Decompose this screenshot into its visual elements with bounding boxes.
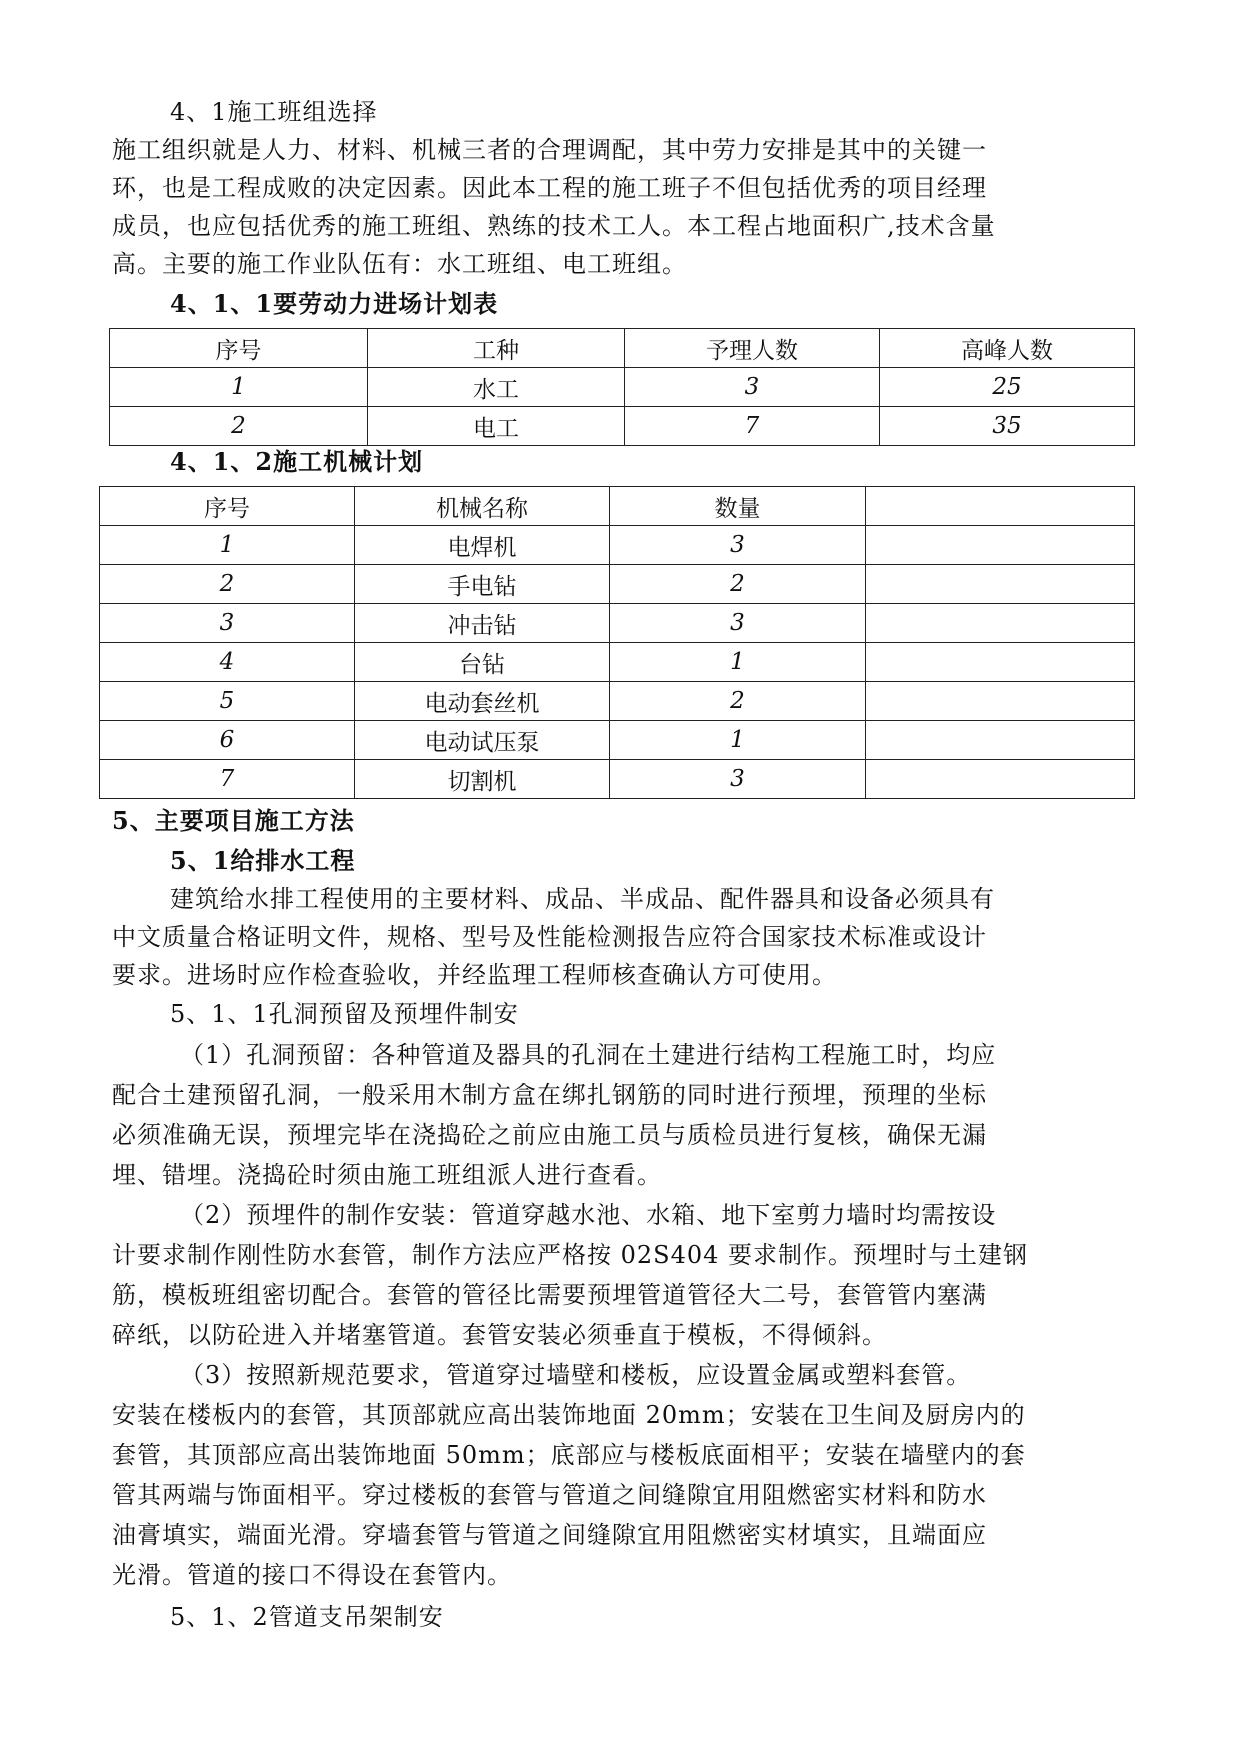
table-header-row [100,487,1135,526]
table-cell: 2 [100,565,355,604]
table-cell: 切割机 [355,760,610,799]
table-cell: 手电钻 [355,565,610,604]
table-cell [866,604,1135,643]
paragraph-line: 光滑。管道的接口不得设在套管内。 [112,1561,512,1589]
paragraph-line: 环，也是工程成败的决定因素。因此本工程的施工班子不但包括优秀的项目经理 [112,174,987,202]
table-cell: 3 [610,604,866,643]
table-cell [866,682,1135,721]
table-cell: 台钻 [355,643,610,682]
table-cell [866,643,1135,682]
labor-table-heading: 4、1、1要劳动力进场计划表 [170,289,499,318]
table-cell: 7 [625,407,880,446]
paragraph-line: 筋，模板班组密切配合。套管的管径比需要预埋管道管径大二号，套管管内塞满 [112,1281,987,1309]
table-cell: 水工 [368,368,625,407]
table-cell: 电焊机 [355,526,610,565]
header-cell: 工种 [368,329,625,368]
table-cell: 冲击钻 [355,604,610,643]
table-cell: 35 [880,407,1135,446]
table-row [100,721,1135,760]
table-row [110,368,1135,407]
paragraph-line: 要求。进场时应作检查验收，并经监理工程师核查确认方可使用。 [112,961,837,989]
header-cell: 机械名称 [355,487,610,526]
table-cell: 5 [100,682,355,721]
table-row [110,407,1135,446]
machine-table-heading: 4、1、2施工机械计划 [170,447,424,476]
table-row [100,682,1135,721]
section-heading-4-1: 4、1施工班组选择 [170,98,378,126]
table-cell: 2 [110,407,368,446]
paragraph-line: 中文质量合格证明文件，规格、型号及性能检测报告应符合国家技术标准或设计 [112,923,987,951]
table-cell: 3 [610,526,866,565]
table-cell: 3 [100,604,355,643]
table-cell: 电动套丝机 [355,682,610,721]
paragraph-line: 埋、错埋。浇捣砼时须由施工班组派人进行查看。 [112,1161,662,1189]
header-cell: 数量 [610,487,866,526]
paragraph-line: 必须准确无误，预埋完毕在浇捣砼之前应由施工员与质检员进行复核，确保无漏 [112,1121,987,1149]
paragraph-line: 管其两端与饰面相平。穿过楼板的套管与管道之间缝隙宜用阻燃密实材料和防水 [112,1481,987,1509]
header-cell: 予理人数 [625,329,880,368]
table-cell: 3 [625,368,880,407]
table-cell: 1 [610,721,866,760]
table-row [100,643,1135,682]
table-cell [866,526,1135,565]
table-cell: 25 [880,368,1135,407]
section-heading-5: 5、主要项目施工方法 [112,806,355,835]
table-row [100,526,1135,565]
table-cell [866,721,1135,760]
paragraph-line: 套管，其顶部应高出装饰地面 50mm；底部应与楼板底面相平；安装在墙壁内的套 [112,1441,1026,1469]
paragraph-line: 安装在楼板内的套管，其顶部就应高出装饰地面 20mm；安装在卫生间及厨房内的 [112,1401,1026,1429]
paragraph-line: （3）按照新规范要求，管道穿过墙壁和楼板，应设置金属或塑料套管。 [180,1361,972,1389]
table-cell: 4 [100,643,355,682]
labor-plan-table [109,328,1135,446]
section-heading-5-1-2: 5、1、2管道支吊架制安 [170,1603,444,1631]
paragraph-line: 配合土建预留孔洞，一般采用木制方盒在绑扎钢筋的同时进行预埋，预理的坐标 [112,1081,987,1109]
table-cell [866,565,1135,604]
section-heading-5-1: 5、1给排水工程 [170,846,356,875]
table-cell: 电工 [368,407,625,446]
paragraph-line: 建筑给水排工程使用的主要材料、成品、半成品、配件器具和设备必须具有 [170,885,995,913]
table-cell [866,760,1135,799]
machine-plan-table [99,486,1135,799]
paragraph-line: （1）孔洞预留：各种管道及器具的孔洞在土建进行结构工程施工时，均应 [180,1041,997,1069]
header-cell: 高峰人数 [880,329,1135,368]
paragraph-line: 成员，也应包括优秀的施工班组、熟练的技术工人。本工程占地面积广,技术含量 [112,212,996,240]
paragraph-line: 油膏填实，端面光滑。穿墙套管与管道之间缝隙宜用阻燃密实材填实，且端面应 [112,1521,987,1549]
table-row [100,760,1135,799]
header-cell [866,487,1135,526]
paragraph-line: 计要求制作刚性防水套管，制作方法应严格按 02S404 要求制作。预埋时与土建钢 [112,1241,1029,1269]
table-cell: 电动试压泵 [355,721,610,760]
table-header-row [110,329,1135,368]
table-row [100,565,1135,604]
table-cell: 1 [110,368,368,407]
paragraph-line: 碎纸，以防砼进入并堵塞管道。套管安装必须垂直于模板，不得倾斜。 [112,1321,887,1349]
paragraph-line: （2）预埋件的制作安装：管道穿越水池、水箱、地下室剪力墙时均需按设 [180,1201,997,1229]
table-row [100,604,1135,643]
section-heading-5-1-1: 5、1、1孔洞预留及预埋件制安 [170,1000,519,1028]
table-cell: 3 [610,760,866,799]
table-cell: 7 [100,760,355,799]
header-cell: 序号 [100,487,355,526]
table-cell: 1 [610,643,866,682]
table-cell: 2 [610,565,866,604]
paragraph-line: 施工组织就是人力、材料、机械三者的合理调配，其中劳力安排是其中的关键一 [112,136,987,164]
header-cell: 序号 [110,329,368,368]
table-cell: 1 [100,526,355,565]
paragraph-line: 高。主要的施工作业队伍有：水工班组、电工班组。 [112,250,687,278]
table-cell: 2 [610,682,866,721]
table-cell: 6 [100,721,355,760]
